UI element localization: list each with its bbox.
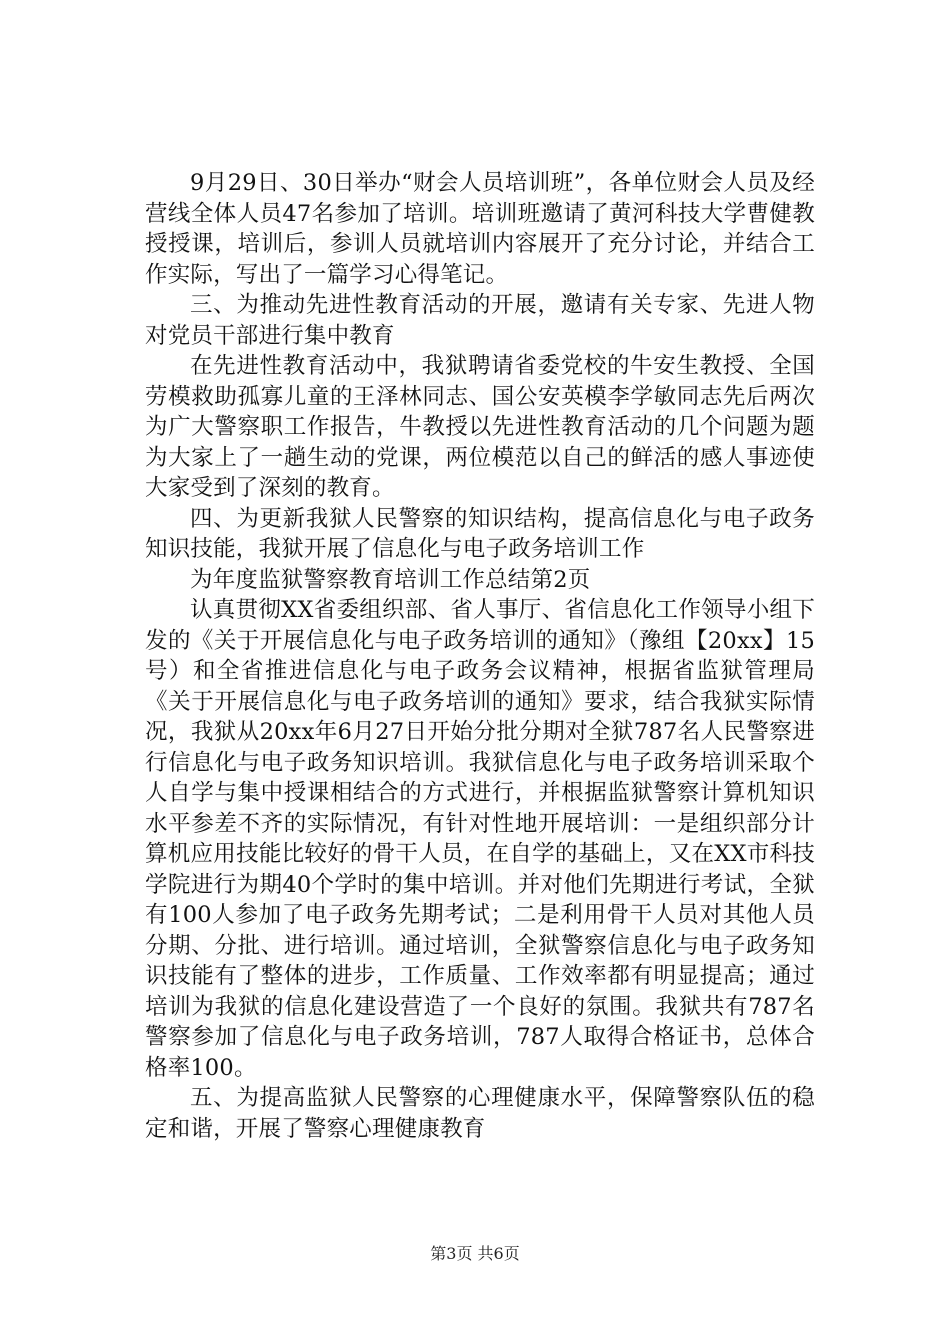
page-footer: 第3页 共6页 [430,1244,520,1263]
paragraph-page-marker: 为年度监狱警察教育培训工作总结第2页 [190,566,591,593]
paragraph-training-class: 9月29日、30日举办“财会人员培训班”，各单位财会人员及经营线全体人员47名参加了培训。培训班邀请了黄河科技大学曹健教授授课，培训后，参训人员就培训内容展开了充分讨论，并结合工作实际，写出了一篇学习心得笔记。 [145,170,815,288]
paragraph-advanced-education: 在先进性教育活动中，我狱聘请省委党校的牛安生教授、全国劳模救助孤寡儿童的王泽林同志、国公安英模李学敏同志先后两次为广大警察职工作报告，牛教授以先进性教育活动的几个问题为题为大家上了一趟生动的党课，两位模范以自己的鲜活的感人事迹使大家受到了深刻的教育。 [145,353,815,501]
heading-section-five: 五、为提高监狱人民警察的心理健康水平，保障警察队伍的稳定和谐，开展了警察心理健康教育 [145,1085,815,1142]
paragraph-informatization-training: 认真贯彻XX省委组织部、省人事厅、省信息化工作领导小组下发的《关于开展信息化与电子政务培训的通知》（豫组【20xx】15号）和全省推进信息化与电子政务会议精神，根据省监狱管理局《关于开展信息化与电子政务培训的通知》要求，结合我狱实际情况，我狱从20xx年6月27日开始分批分期对全狱787名人民警察进行信息化与电子政务知识培训。我狱信息化与电子政务培训采取个人自学与集中授课相结合的方式进行，并根据监狱警察计算机知识水平参差不齐的实际情况，有针对性地开展培训：一是组织部分计算机应用技能比较好的骨干人员，在自学的基础上，又在XX市科技学院进行为期40个学时的集中培训。并对他们先期进行考试，全狱有100人参加了电子政务先期考试；二是利用骨干人员对其他人员分期、分批、进行培训。通过培训，全狱警察信息化与电子政务知识技能有了整体的进步，工作质量、工作效率都有明显提高；通过培训为我狱的信息化建设营造了一个良好的氛围。我狱共有787名警察参加了信息化与电子政务培训，787人取得合格证书，总体合格率100。 [145,597,815,1081]
heading-section-three: 三、为推动先进性教育活动的开展，邀请有关专家、先进人物对党员干部进行集中教育 [145,292,815,349]
document-body [145,168,815,1144]
heading-section-four: 四、为更新我狱人民警察的知识结构，提高信息化与电子政务知识技能，我狱开展了信息化与电子政务培训工作 [145,505,815,562]
